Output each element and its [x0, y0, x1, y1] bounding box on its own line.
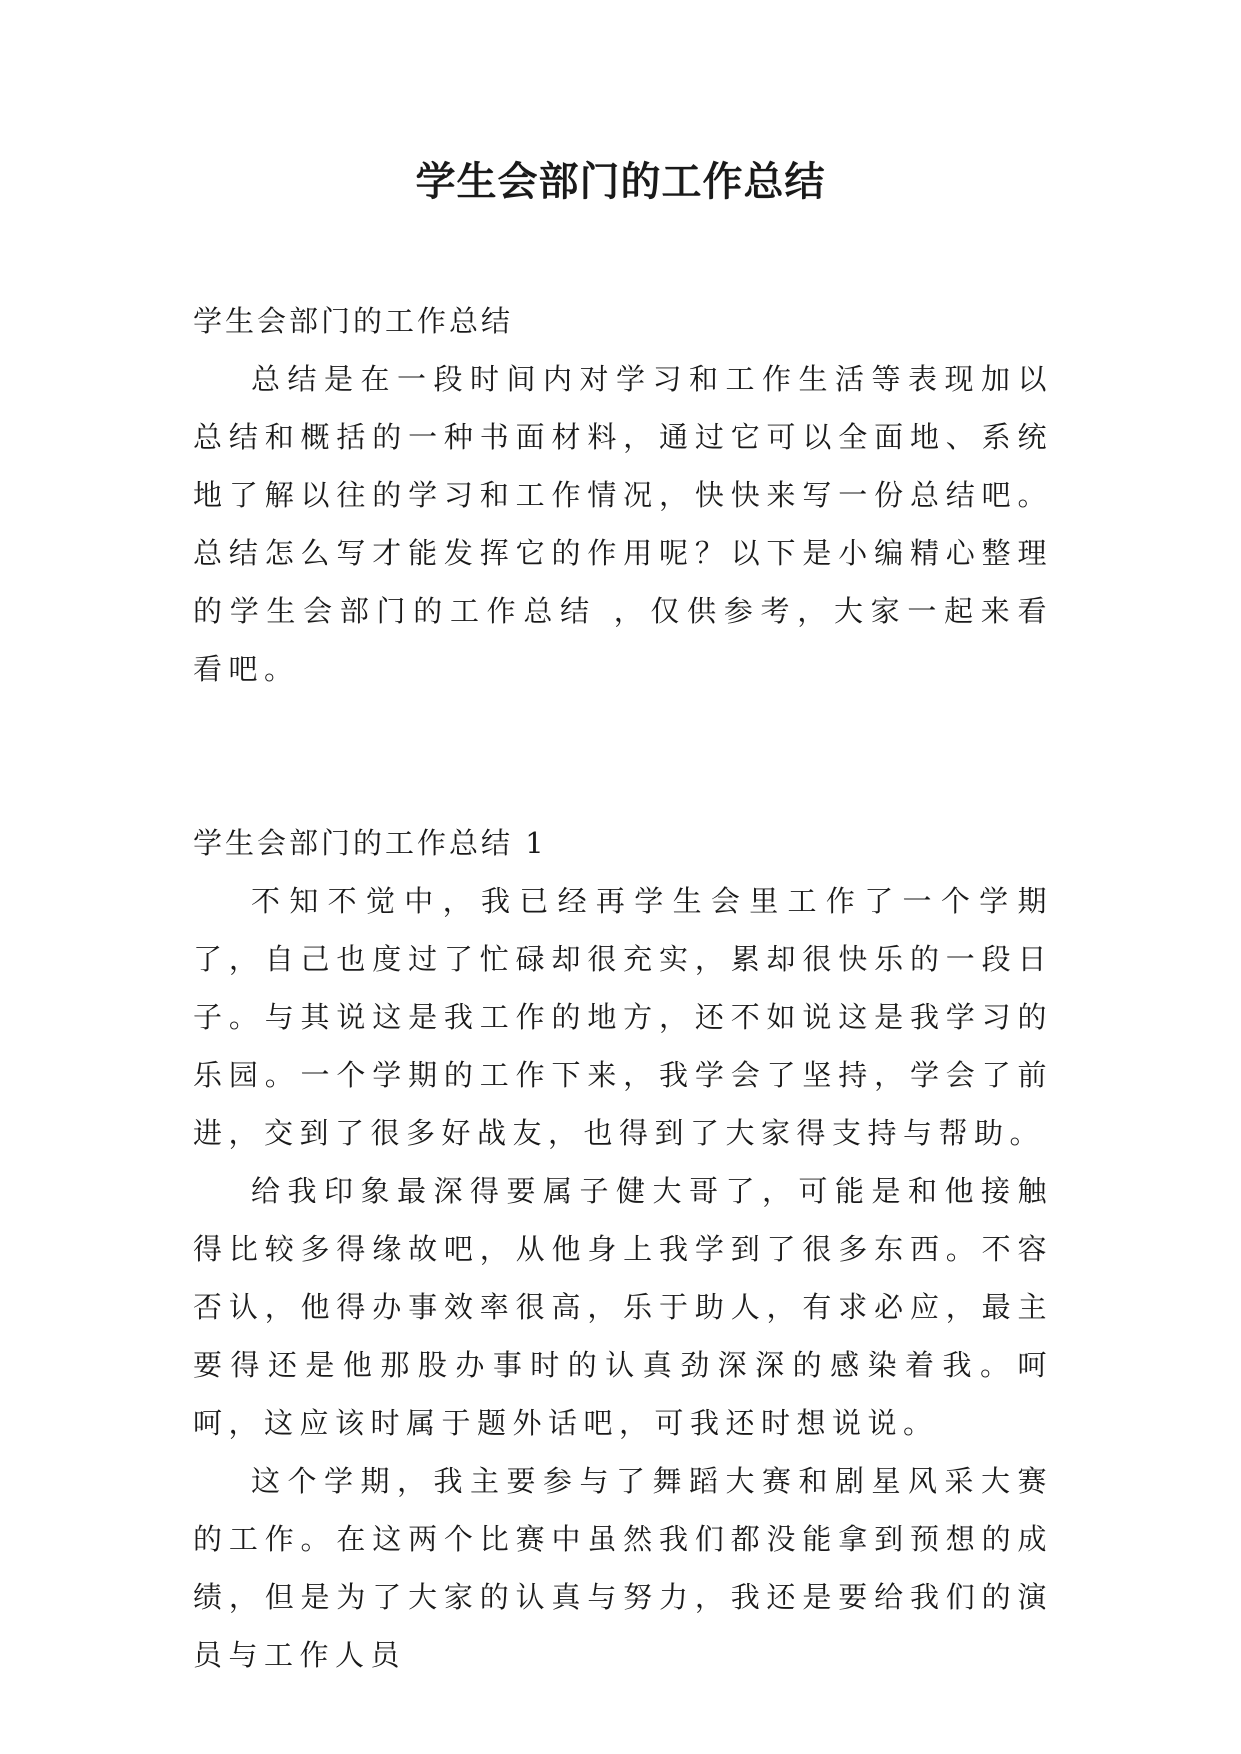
section-1-heading: 学生会部门的工作总结 1: [193, 826, 547, 860]
document-body: [193, 292, 1053, 1684]
section-spacer: [193, 698, 1053, 814]
document-title: 学生会部门的工作总结: [415, 158, 826, 205]
intro-paragraph: 总结是在一段时间内对学习和工作生活等表现加以总结和概括的一种书面材料，通过它可以全面地、系统地了解以往的学习和工作情况，快快来写一份总结吧。总结怎么写才能发挥它的作用呢？以下是小编精心整理的学生会部门的工作总结 ，仅供参考，大家一起来看看吧。: [193, 362, 1053, 686]
section-1-paragraph-1: 不知不觉中，我已经再学生会里工作了一个学期了，自己也度过了忙碌却很充实，累却很快乐的一段日子。与其说这是我工作的地方，还不如说这是我学习的乐园。一个学期的工作下来，我学会了坚持，学会了前进，交到了很多好战友，也得到了大家得支持与帮助。: [193, 884, 1053, 1150]
section-1-paragraph-2: 给我印象最深得要属子健大哥了，可能是和他接触得比较多得缘故吧，从他身上我学到了很多东西。不容否认，他得办事效率很高，乐于助人，有求必应，最主要得还是他那股办事时的认真劲深深的感染着我。呵呵，这应该时属于题外话吧，可我还时想说说。: [193, 1174, 1053, 1440]
section-1-paragraph-3: 这个学期，我主要参与了舞蹈大赛和剧星风采大赛的工作。在这两个比赛中虽然我们都没能拿到预想的成绩，但是为了大家的认真与努力，我还是要给我们的演员与工作人员: [193, 1464, 1053, 1672]
intro-heading: 学生会部门的工作总结: [193, 304, 514, 338]
